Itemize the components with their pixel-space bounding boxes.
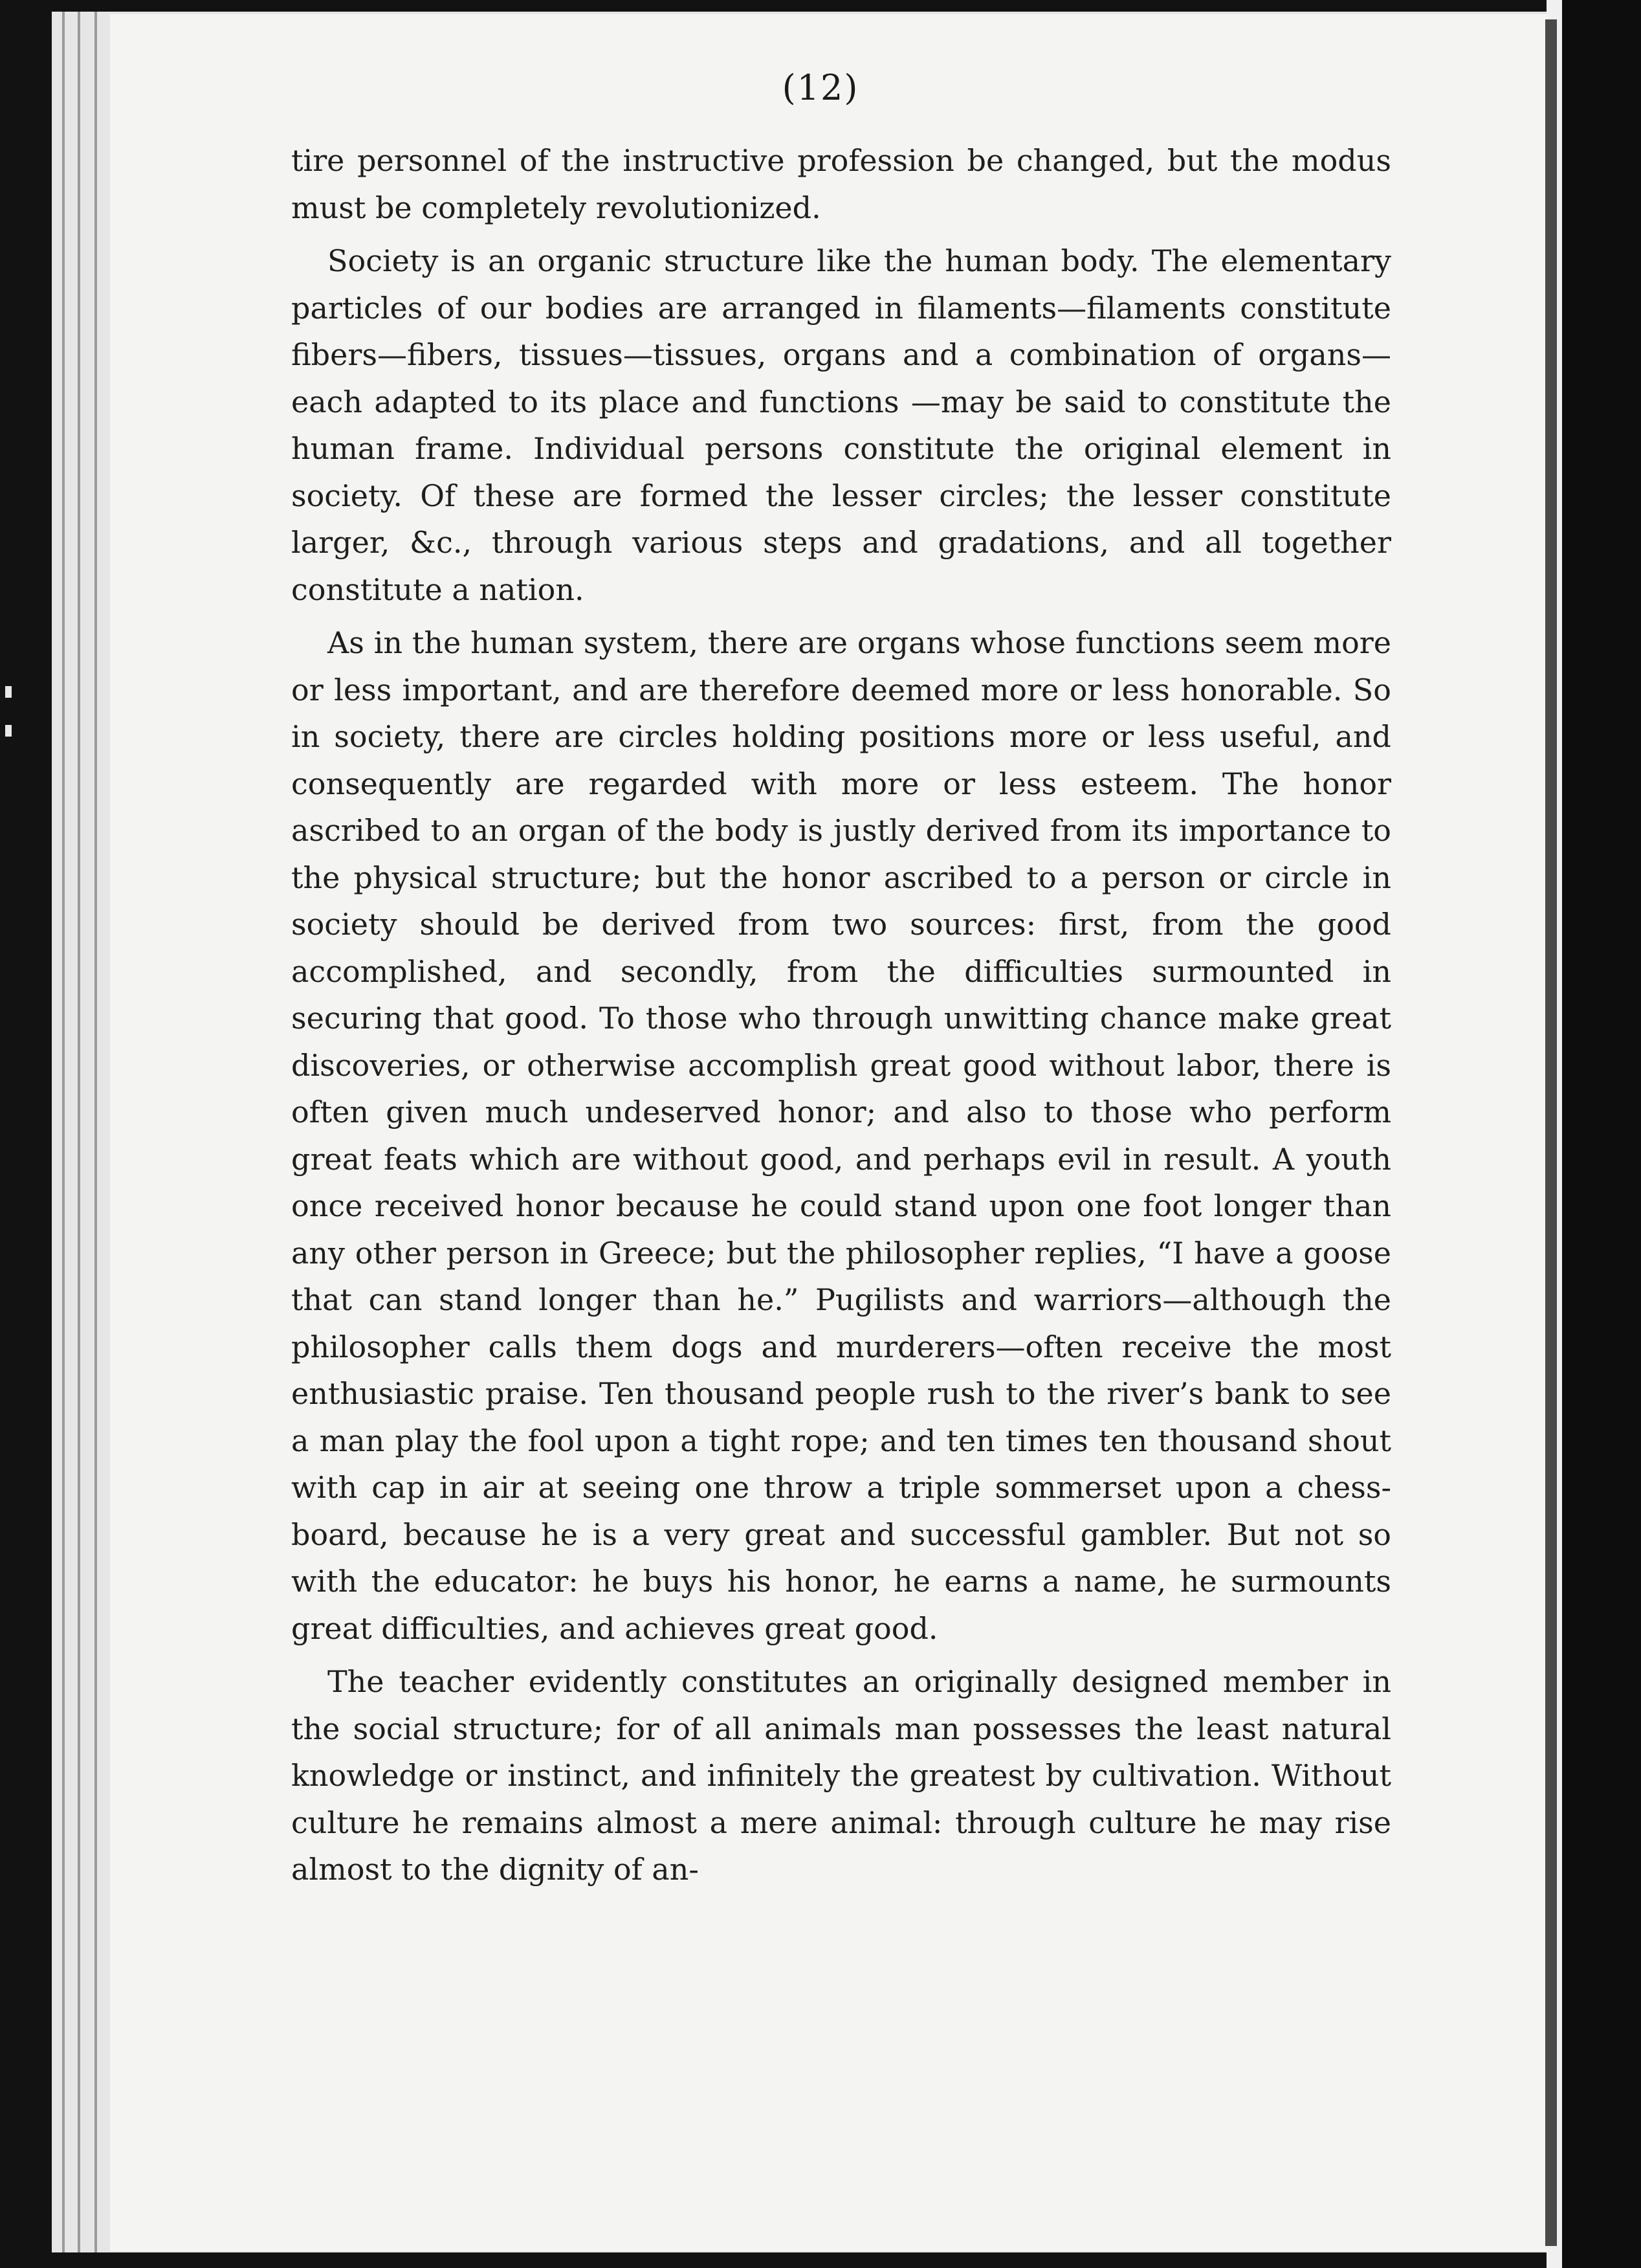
- page-number: (12): [782, 67, 859, 108]
- page-edge-line: [78, 12, 80, 2252]
- book-spine-shadow: [1545, 19, 1557, 2246]
- paragraph-society: Society is an organic structure like the human body. The elementary particles of our bodies are arranged in filaments—filaments constitute fibers—fibers, tissues—tissues, organs and a combination of organs—each adapted to its place and functions —may be said to constitute the human frame. Individual persons constitute the original element in society. Of these are formed the lesser circles; the lesser constitute larger, &c., through various steps and gradations, and all together constitute a nation.: [291, 243, 1391, 607]
- page-edge-line: [94, 12, 97, 2252]
- paragraph-continued: tire personnel of the instructive profession be changed, but the modus must be completely revolutionized.: [291, 143, 1391, 225]
- paragraph-human-system: As in the human system, there are organs whose functions seem more or less important, and are therefore deemed more or less honorable. So in society, there are circles holding positions more or less useful, and consequently are regarded with more or less esteem. The honor ascribed to an organ of the body is justly derived from its importance to the physical structure; but the honor ascribed to a person or circle in society should be derived from two sources: first, from the good accomplished, and secondly, from the difficulties surmounted in securing that good. To those who through unwitting chance make great discoveries, or otherwise accomplish great good without labor, there is often given much undeserved honor; and also to those who perform great feats which are without good, and perhaps evil in result. A youth once received honor because he could stand upon one foot longer than any other person in Greece; but the philosopher replies, “I have a goose that can stand longer than he.” Pugilists and warriors—although the philosopher calls them dogs and murderers—often receive the most enthusiastic praise. Ten thousand people rush to the river’s bank to see a man play the fool upon a tight rope; and ten times ten thousand shout with cap in air at seeing one throw a triple sommerset upon a chess-board, because he is a very great and successful gambler. But not so with the educator: he buys his honor, he earns a name, he surmounts great difficulties, and achieves great good.: [291, 625, 1391, 1646]
- scan-background-right: [1562, 0, 1641, 2268]
- paragraph-teacher: The teacher evidently constitutes an originally designed member in the social structure; for of all animals man possesses the least natural knowledge or instinct, and infinitely the greatest by cultivation. Without culture he remains almost a mere animal: through culture he may rise almost to the dignity of an-: [291, 1664, 1391, 1887]
- gutter-mark: [5, 725, 12, 737]
- page-edge-line: [62, 12, 65, 2252]
- gutter-mark: [5, 686, 12, 698]
- body-text: [291, 137, 1391, 1893]
